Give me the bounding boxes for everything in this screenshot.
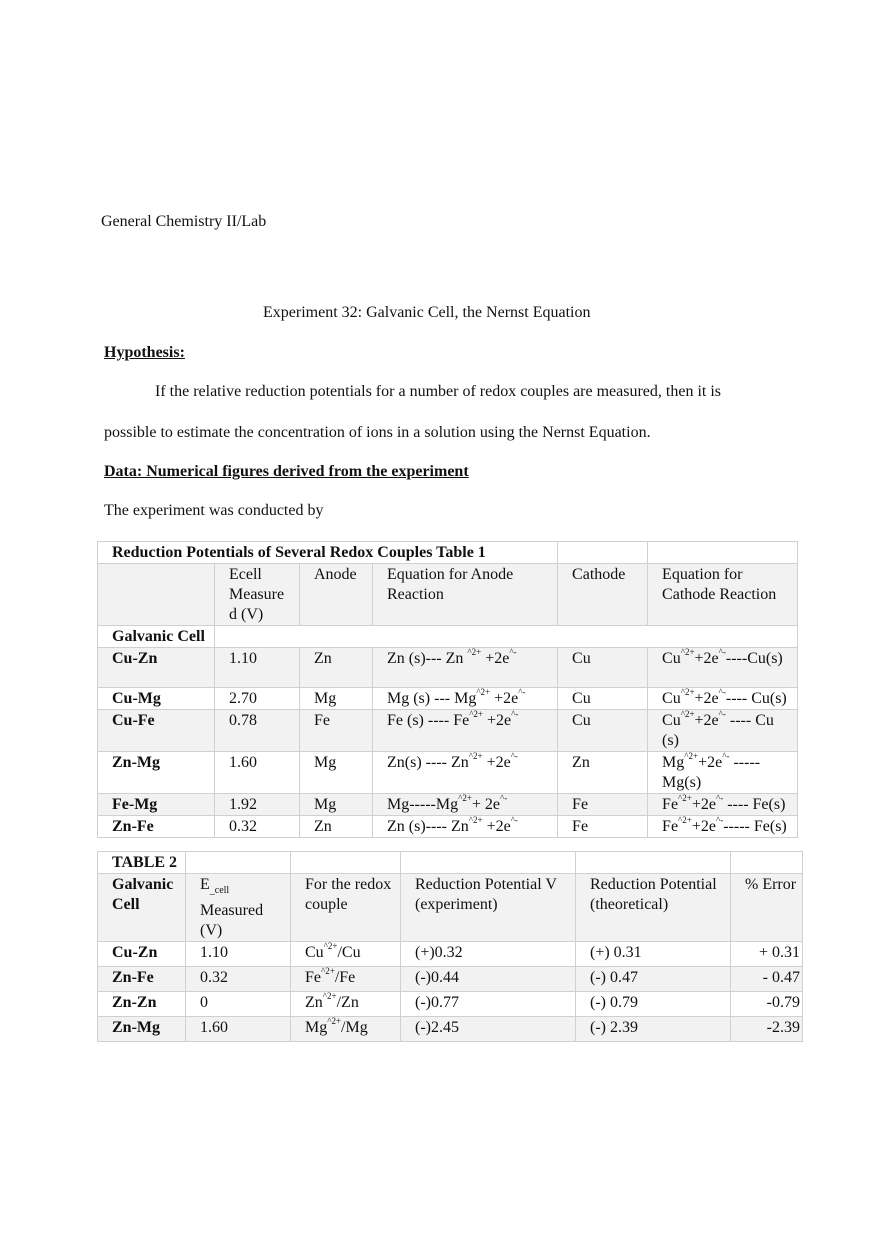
cell-text: Cu <box>572 650 591 667</box>
table-cell <box>300 710 373 752</box>
cell-text: 0.78 <box>229 712 257 729</box>
cell-text: Mg <box>662 754 685 771</box>
table-row <box>98 1017 803 1042</box>
cell-text: Fe-Mg <box>112 796 158 813</box>
superscript: ^2+ <box>476 687 491 697</box>
cell-text: Cathode <box>572 566 626 583</box>
table-cell <box>576 852 731 874</box>
superscript: ^2+ <box>327 1016 342 1027</box>
superscript: ^2+ <box>680 647 695 657</box>
column-header <box>186 874 291 942</box>
superscript: ^- <box>718 687 726 697</box>
table-cell <box>186 942 291 967</box>
table-cell <box>98 992 186 1017</box>
superscript: ^2+ <box>323 941 338 952</box>
table-cell <box>300 648 373 688</box>
cell-text: Fe <box>662 818 679 835</box>
table-cell <box>215 688 300 710</box>
cell-text: +2e <box>694 712 719 729</box>
table-cell <box>98 752 215 794</box>
table-cell <box>98 816 215 838</box>
cell-text: Galvanic Cell <box>112 876 174 913</box>
cell-text: Measured (V) <box>200 902 264 940</box>
table-cell <box>648 710 798 752</box>
table-title <box>558 542 648 564</box>
column-header <box>731 874 803 942</box>
table-cell <box>373 794 558 816</box>
cell-text: ---- Fe(s) <box>723 796 786 813</box>
superscript: ^- <box>718 709 726 719</box>
cell-text: -2.39 <box>766 1019 800 1037</box>
superscript: ^- <box>718 647 726 657</box>
cell-text: Zn-Zn <box>112 994 157 1012</box>
page-title: Experiment 32: Galvanic Cell, the Nernst Equation <box>263 304 591 321</box>
cell-text: +2e <box>694 690 719 707</box>
cell-text: Mg <box>314 690 337 707</box>
cell-text: Zn <box>572 754 590 771</box>
column-header <box>373 564 558 626</box>
table-cell <box>648 648 798 688</box>
table-cell <box>648 752 798 794</box>
cell-text: +2e <box>691 796 716 813</box>
cell-text: Mg (s) --- Mg <box>387 690 477 707</box>
cell-text: Fe (s) ---- Fe <box>387 712 470 729</box>
cell-text: 2.70 <box>229 690 257 707</box>
table-cell <box>98 710 215 752</box>
cell-text: +2e <box>698 754 723 771</box>
table-cell <box>98 648 215 688</box>
table-cell <box>401 992 576 1017</box>
cell-text: Mg <box>305 1019 328 1037</box>
table-cell <box>731 942 803 967</box>
cell-text: Mg <box>314 796 337 813</box>
superscript: ^2+ <box>684 751 699 761</box>
table-cell <box>291 852 401 874</box>
cell-text: 0.32 <box>200 969 228 987</box>
cell-text: ---- Cu(s) <box>725 690 787 707</box>
table-cell <box>648 816 798 838</box>
table-cell <box>731 852 803 874</box>
cell-text: Reduction Potentials of Several Redox Couples Table 1 <box>112 544 486 561</box>
table-row <box>98 942 803 967</box>
cell-text: /Fe <box>334 969 356 987</box>
column-header <box>401 874 576 942</box>
table-cell <box>373 816 558 838</box>
superscript: ^- <box>518 687 526 697</box>
table-cell <box>300 752 373 794</box>
cell-text: 0 <box>200 994 208 1012</box>
table-cell <box>215 710 300 752</box>
superscript: ^- <box>722 751 730 761</box>
table-row <box>98 752 798 794</box>
table-cell <box>576 992 731 1017</box>
superscript: ^2+ <box>468 751 483 761</box>
table-cell <box>648 794 798 816</box>
table-cell <box>186 992 291 1017</box>
superscript: ^- <box>509 647 517 657</box>
cell-text: Zn (s)--- Zn <box>387 650 468 667</box>
cell-text: (-)0.77 <box>415 994 459 1012</box>
table-cell <box>215 648 300 688</box>
table-cell <box>98 942 186 967</box>
cell-text: -0.79 <box>766 994 800 1012</box>
superscript: ^2+ <box>680 709 695 719</box>
column-header <box>576 874 731 942</box>
table-cell <box>300 688 373 710</box>
superscript: ^2+ <box>469 709 484 719</box>
cell-text: Cu-Zn <box>112 944 158 962</box>
cell-text: ----Cu(s) <box>725 650 783 667</box>
cell-text: Mg <box>314 754 337 771</box>
table-cell <box>300 794 373 816</box>
superscript: ^- <box>715 793 724 803</box>
table-cell <box>731 1017 803 1042</box>
table-cell <box>98 794 215 816</box>
superscript: ^2+ <box>458 793 472 803</box>
subscript: _cell <box>209 885 230 897</box>
cell-text: E <box>200 876 210 893</box>
cell-text: Reduction Potential V (experiment) <box>415 876 557 913</box>
superscript: ^- <box>510 751 518 761</box>
table-cell <box>558 688 648 710</box>
subheader-row <box>98 626 798 648</box>
table-cell <box>215 794 300 816</box>
cell-text: Fe <box>572 796 589 813</box>
table-title-row <box>98 852 803 874</box>
table-cell <box>98 626 215 648</box>
data-heading: Data: Numerical figures derived from the experiment <box>104 463 469 480</box>
cell-text: 1.60 <box>229 754 257 771</box>
column-header <box>215 564 300 626</box>
cell-text: For the redox couple <box>305 876 392 913</box>
cell-text: +2e <box>490 690 519 707</box>
superscript: ^2+ <box>467 647 482 657</box>
table-cell <box>291 967 401 992</box>
hypothesis-heading: Hypothesis: <box>104 344 185 361</box>
table-cell <box>215 626 798 648</box>
cell-text: (+) 0.31 <box>590 944 642 962</box>
table-cell <box>401 967 576 992</box>
column-header <box>558 564 648 626</box>
table-row <box>98 967 803 992</box>
cell-text: (-) 0.79 <box>590 994 638 1012</box>
table-cell <box>98 1017 186 1042</box>
cell-text: +2e <box>482 818 511 835</box>
cell-text: Fe <box>572 818 589 835</box>
cell-text: 1.60 <box>200 1019 228 1037</box>
cell-text: +2e <box>483 712 512 729</box>
table-cell <box>373 648 558 688</box>
cell-text: +2e <box>481 650 510 667</box>
superscript: ^2+ <box>678 815 692 825</box>
cell-text: 0.32 <box>229 818 257 835</box>
cell-text: Zn <box>314 650 332 667</box>
table-cell <box>186 852 291 874</box>
table-row <box>98 688 798 710</box>
cell-text: Cu <box>572 690 591 707</box>
cell-text: Zn (s)---- Zn <box>387 818 469 835</box>
data-intro: The experiment was conducted by <box>104 502 324 519</box>
superscript: ^- <box>715 815 724 825</box>
table-row <box>98 710 798 752</box>
table-row <box>98 992 803 1017</box>
cell-text: TABLE 2 <box>112 854 178 871</box>
table-row <box>98 648 798 688</box>
table-cell <box>215 752 300 794</box>
cell-text: +2e <box>482 754 511 771</box>
cell-text: ----- Fe(s) <box>723 818 787 835</box>
table-cell <box>215 816 300 838</box>
cell-text: Zn <box>305 994 323 1012</box>
column-header <box>291 874 401 942</box>
table-cell <box>98 852 186 874</box>
table-cell <box>731 992 803 1017</box>
table-row <box>98 816 798 838</box>
cell-text: Zn-Mg <box>112 1019 160 1037</box>
reduction-potentials-table <box>97 541 798 838</box>
cell-text: Zn-Fe <box>112 818 154 835</box>
table-cell <box>401 1017 576 1042</box>
superscript: ^- <box>500 793 508 803</box>
header-row <box>98 564 798 626</box>
table-cell <box>291 1017 401 1042</box>
cell-text: Cu-Fe <box>112 712 155 729</box>
cell-text: Cu-Zn <box>112 650 158 667</box>
cell-text: ----- Mg(s) <box>662 754 761 791</box>
table-cell <box>576 967 731 992</box>
cell-text: /Zn <box>336 994 359 1012</box>
cell-text: Zn-Mg <box>112 754 160 771</box>
table-cell <box>558 794 648 816</box>
table-cell <box>291 942 401 967</box>
cell-text: (-)0.44 <box>415 969 459 987</box>
superscript: ^- <box>511 709 519 719</box>
cell-text: + 2e <box>471 796 501 813</box>
table-cell <box>558 816 648 838</box>
cell-text: + 0.31 <box>758 944 800 962</box>
cell-text: +2e <box>694 650 719 667</box>
column-header <box>648 564 798 626</box>
cell-text: Equation for Anode Reaction <box>387 566 514 603</box>
cell-text: (+)0.32 <box>415 944 463 962</box>
course-header: General Chemistry II/Lab <box>101 213 267 230</box>
table-cell <box>576 942 731 967</box>
superscript: ^2+ <box>322 991 337 1002</box>
table-cell <box>98 688 215 710</box>
table-cell <box>558 648 648 688</box>
hypothesis-line-2: possible to estimate the concentration of ions in a solution using the Nernst Equation. <box>104 424 651 441</box>
cell-text: 1.10 <box>229 650 257 667</box>
table-cell <box>558 710 648 752</box>
table-cell <box>373 688 558 710</box>
table-row <box>98 794 798 816</box>
table-cell <box>401 942 576 967</box>
table-cell <box>576 1017 731 1042</box>
cell-text: Cu <box>572 712 591 729</box>
table-cell <box>401 852 576 874</box>
superscript: ^2+ <box>678 793 692 803</box>
cell-text: - 0.47 <box>762 969 800 987</box>
cell-text: Zn <box>314 818 332 835</box>
cell-text: 1.10 <box>200 944 228 962</box>
cell-text: Reduction Potential (theoretical) <box>590 876 717 913</box>
table-cell <box>98 967 186 992</box>
cell-text: Cu-Mg <box>112 690 161 707</box>
table-cell <box>291 992 401 1017</box>
cell-text: Equation for Cathode Reaction <box>662 566 777 603</box>
cell-text: Cu <box>305 944 324 962</box>
table-title-row <box>98 542 798 564</box>
superscript: ^- <box>510 815 518 825</box>
cell-text: /Mg <box>341 1019 368 1037</box>
table-cell <box>731 967 803 992</box>
cell-text: Cu <box>662 712 681 729</box>
cell-text: Cu <box>662 650 681 667</box>
table-cell <box>558 752 648 794</box>
table-cell <box>373 752 558 794</box>
cell-text: Fe <box>305 969 321 987</box>
table-cell <box>300 816 373 838</box>
cell-text: (-)2.45 <box>415 1019 459 1037</box>
cell-text: Fe <box>662 796 679 813</box>
cell-text: 1.92 <box>229 796 257 813</box>
table-cell <box>186 967 291 992</box>
cell-text: Ecell Measure d (V) <box>229 566 285 623</box>
cell-text: /Cu <box>337 944 361 962</box>
cell-text: Zn-Fe <box>112 969 154 987</box>
cell-text: Mg-----Mg <box>387 796 459 813</box>
cell-text: Fe <box>314 712 330 729</box>
hypothesis-line-1: If the relative reduction potentials for a number of redox couples are measured, then it is <box>155 383 722 400</box>
cell-text: ---- Cu (s) <box>662 712 774 749</box>
table-cell <box>186 1017 291 1042</box>
cell-text: (-) 2.39 <box>590 1019 638 1037</box>
header-row <box>98 874 803 942</box>
column-header <box>98 874 186 942</box>
superscript: ^2+ <box>680 687 695 697</box>
cell-text: % Error <box>745 876 797 893</box>
superscript: ^2+ <box>321 966 335 977</box>
cell-text: +2e <box>691 818 716 835</box>
table-cell <box>648 688 798 710</box>
table-title <box>98 542 558 564</box>
cell-text: Anode <box>314 566 357 583</box>
column-header <box>300 564 373 626</box>
table-cell <box>373 710 558 752</box>
cell-text: Cu <box>662 690 681 707</box>
column-header <box>98 564 215 626</box>
table-2 <box>97 851 803 1042</box>
table-title <box>648 542 798 564</box>
cell-text: (-) 0.47 <box>590 969 638 987</box>
cell-text: Zn(s) ---- Zn <box>387 754 469 771</box>
cell-text: Galvanic Cell <box>112 628 205 645</box>
superscript: ^2+ <box>468 815 483 825</box>
